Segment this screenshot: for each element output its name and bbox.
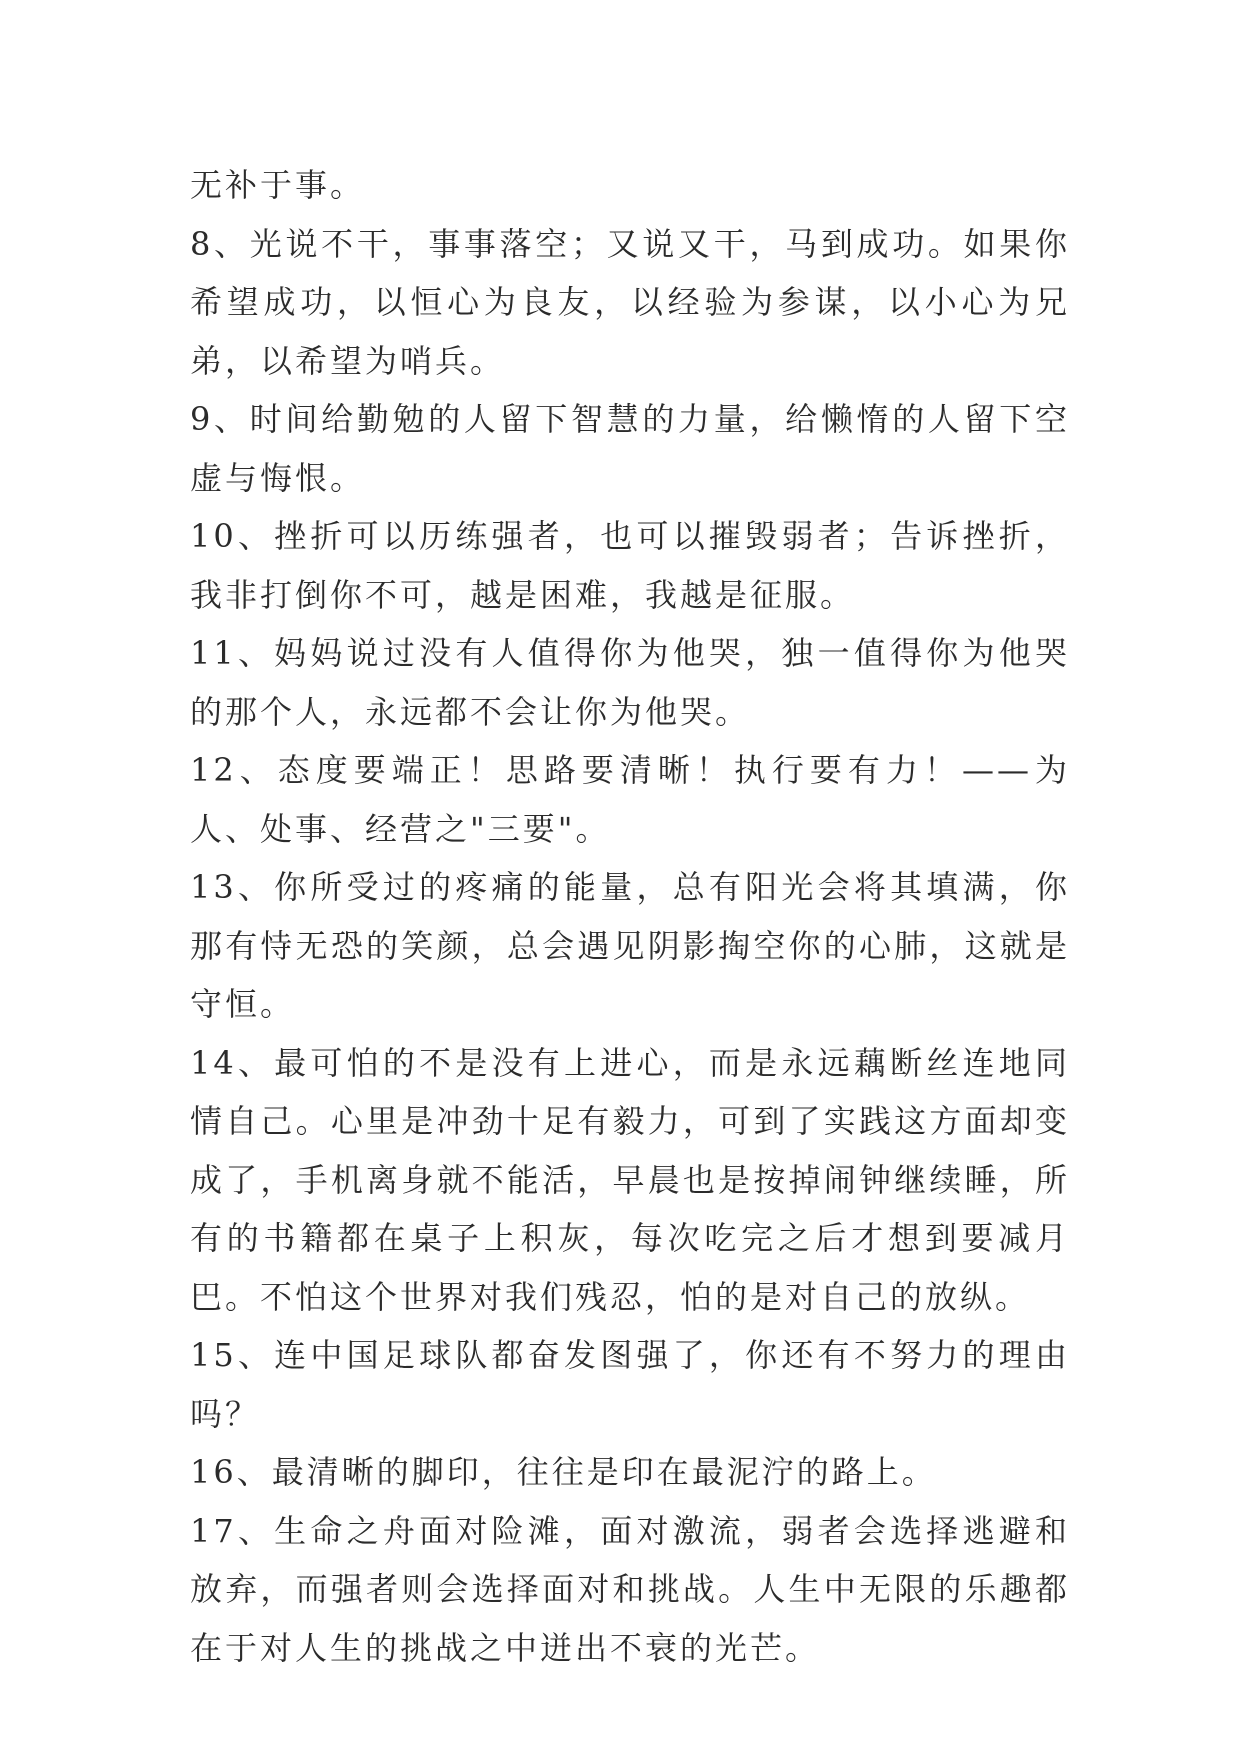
document-body (190, 156, 1070, 1677)
quote-item-12: 12、态度要端正！思路要清晰！执行要有力！——为人、处事、经营之"三要"。 (190, 751, 1070, 848)
quote-item-17: 17、生命之舟面对险滩，面对激流，弱者会选择逃避和放弃，而强者则会选择面对和挑战。人生中无限的乐趣都在于对人生的挑战之中迸出不衰的光芒。 (190, 1511, 1070, 1667)
quote-item-11: 11、妈妈说过没有人值得你为他哭，独一值得你为他哭的那个人，永远都不会让你为他哭。 (190, 634, 1070, 731)
quote-item-10: 10、挫折可以历练强者，也可以摧毁弱者；告诉挫折，我非打倒你不可，越是困难，我越是征服。 (190, 517, 1070, 614)
quote-item-15: 15、连中国足球队都奋发图强了，你还有不努力的理由吗？ (190, 1336, 1070, 1433)
quote-item-9: 9、时间给勤勉的人留下智慧的力量，给懒惰的人留下空虚与悔恨。 (190, 400, 1070, 497)
quote-item-8: 8、光说不干，事事落空；又说又干，马到成功。如果你希望成功，以恒心为良友，以经验为参谋，以小心为兄弟，以希望为哨兵。 (190, 224, 1070, 380)
quote-item-13: 13、你所受过的疼痛的能量，总有阳光会将其填满，你那有恃无恐的笑颜，总会遇见阴影掏空你的心肺，这就是守恒。 (190, 868, 1070, 1023)
paragraph-continuation: 无补于事。 (190, 166, 366, 204)
quote-item-16: 16、最清晰的脚印，往往是印在最泥泞的路上。 (190, 1453, 937, 1491)
quote-item-14: 14、最可怕的不是没有上进心，而是永远藕断丝连地同情自己。心里是冲劲十足有毅力，可到了实践这方面却变成了，手机离身就不能活，早晨也是按掉闹钟继续睡，所有的书籍都在桌子上积灰，每次吃完之后才想到要减月巴。不怕这个世界对我们残忍，怕的是对自己的放纵。 (190, 1043, 1070, 1316)
